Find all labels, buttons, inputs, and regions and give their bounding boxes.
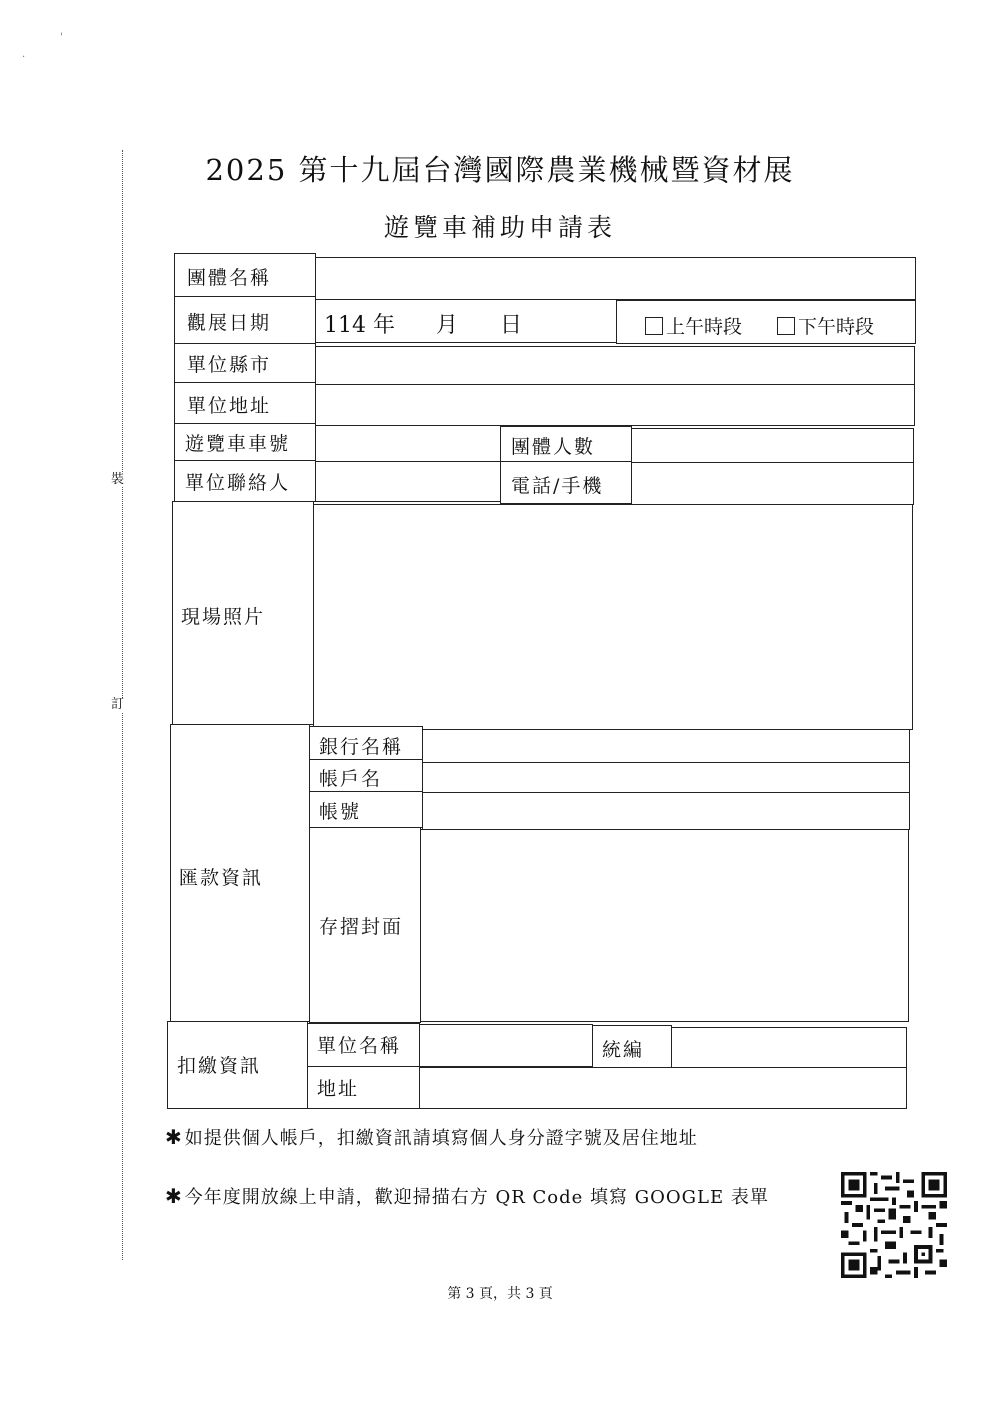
form-title: 遊覽車補助申請表 (383, 213, 616, 242)
phone-label: 電話/手機 (511, 475, 604, 497)
date-year: 114 年 (324, 313, 395, 338)
group-name-field[interactable] (315, 257, 916, 300)
tax-id-label-cell (592, 1025, 672, 1068)
unit-name-field[interactable] (419, 1024, 593, 1067)
date-month: 月 (436, 313, 459, 338)
remit-label: 匯款資訊 (179, 867, 264, 889)
phone-label-cell (500, 461, 632, 504)
city-label: 單位縣市 (187, 354, 272, 376)
note-online-application (165, 1183, 769, 1209)
account-no-label: 帳號 (319, 801, 362, 823)
contact-label: 單位聯絡人 (185, 472, 291, 494)
bank-name-field[interactable] (422, 729, 910, 763)
remit-label-cell (170, 724, 310, 1022)
qr-code-icon[interactable] (841, 1172, 947, 1278)
photo-label: 現場照片 (181, 606, 266, 628)
visit-date-label: 觀展日期 (187, 312, 272, 334)
time-slot-cell (616, 300, 916, 344)
bank-name-label: 銀行名稱 (319, 736, 404, 758)
visit-date-field[interactable] (315, 299, 617, 343)
unit-name-label: 單位名稱 (317, 1035, 402, 1057)
page-title: 2025 第十九屆台灣國際農業機械暨資材展 (205, 153, 795, 187)
group-name-label: 團體名稱 (187, 267, 272, 289)
note-personal-account (165, 1124, 698, 1150)
address-field[interactable] (315, 384, 915, 426)
afternoon-checkbox[interactable] (777, 312, 874, 339)
checkbox-icon[interactable] (645, 317, 663, 335)
bus-plate-label-cell (174, 423, 316, 461)
account-name-label: 帳戶名 (319, 768, 383, 790)
tax-id-label: 統編 (602, 1039, 645, 1061)
scan-speck: · (22, 52, 26, 63)
page-number: 第 3 頁，共 3 頁 (447, 1286, 553, 1302)
note-text: 如提供個人帳戶，扣繳資訊請填寫個人身分證字號及居住地址 (184, 1128, 698, 1149)
date-day: 日 (500, 313, 523, 338)
address-label: 單位地址 (187, 395, 272, 417)
binding-mark-bottom: 訂 (111, 697, 125, 712)
withhold-label-cell (167, 1021, 308, 1109)
unit-name-label-cell (307, 1023, 420, 1067)
checkbox-icon[interactable] (777, 317, 795, 335)
account-no-field[interactable] (422, 792, 910, 830)
group-size-label: 團體人數 (511, 436, 596, 458)
bank-name-label-cell (309, 726, 423, 760)
account-name-field[interactable] (422, 762, 910, 793)
phone-field[interactable] (631, 462, 914, 505)
group-size-label-cell (500, 426, 632, 462)
address-label-cell (174, 382, 316, 424)
withhold-address-label-cell (307, 1066, 420, 1109)
photo-field[interactable] (313, 504, 913, 730)
passbook-label-cell (309, 827, 421, 1023)
tax-id-field[interactable] (671, 1027, 907, 1068)
morning-checkbox[interactable] (645, 312, 742, 339)
city-label-cell (174, 343, 316, 383)
city-field[interactable] (315, 346, 915, 385)
photo-label-cell (172, 501, 314, 725)
note-text: 今年度開放線上申請，歡迎掃描右方 QR Code 填寫 GOOGLE 表單 (184, 1187, 769, 1208)
morning-label: 上午時段 (666, 316, 743, 338)
bus-plate-field[interactable] (315, 425, 501, 462)
withhold-label: 扣繳資訊 (177, 1055, 262, 1077)
scan-speck: ' (60, 32, 63, 43)
passbook-field[interactable] (420, 829, 909, 1022)
binding-mark-top: 裝 (111, 472, 125, 487)
star-bullet-icon: ✱ (165, 1184, 183, 1208)
group-name-label-cell (174, 253, 316, 297)
passbook-label: 存摺封面 (319, 916, 404, 938)
contact-field[interactable] (315, 461, 501, 502)
contact-label-cell (174, 460, 316, 502)
withhold-address-field[interactable] (419, 1067, 907, 1109)
visit-date-label-cell (174, 296, 316, 344)
star-bullet-icon: ✱ (165, 1125, 183, 1149)
account-name-label-cell (309, 759, 423, 792)
account-no-label-cell (309, 791, 423, 828)
afternoon-label: 下午時段 (798, 316, 875, 338)
bus-plate-label: 遊覽車車號 (185, 433, 291, 455)
withhold-address-label: 地址 (317, 1078, 360, 1100)
group-size-field[interactable] (631, 428, 914, 463)
